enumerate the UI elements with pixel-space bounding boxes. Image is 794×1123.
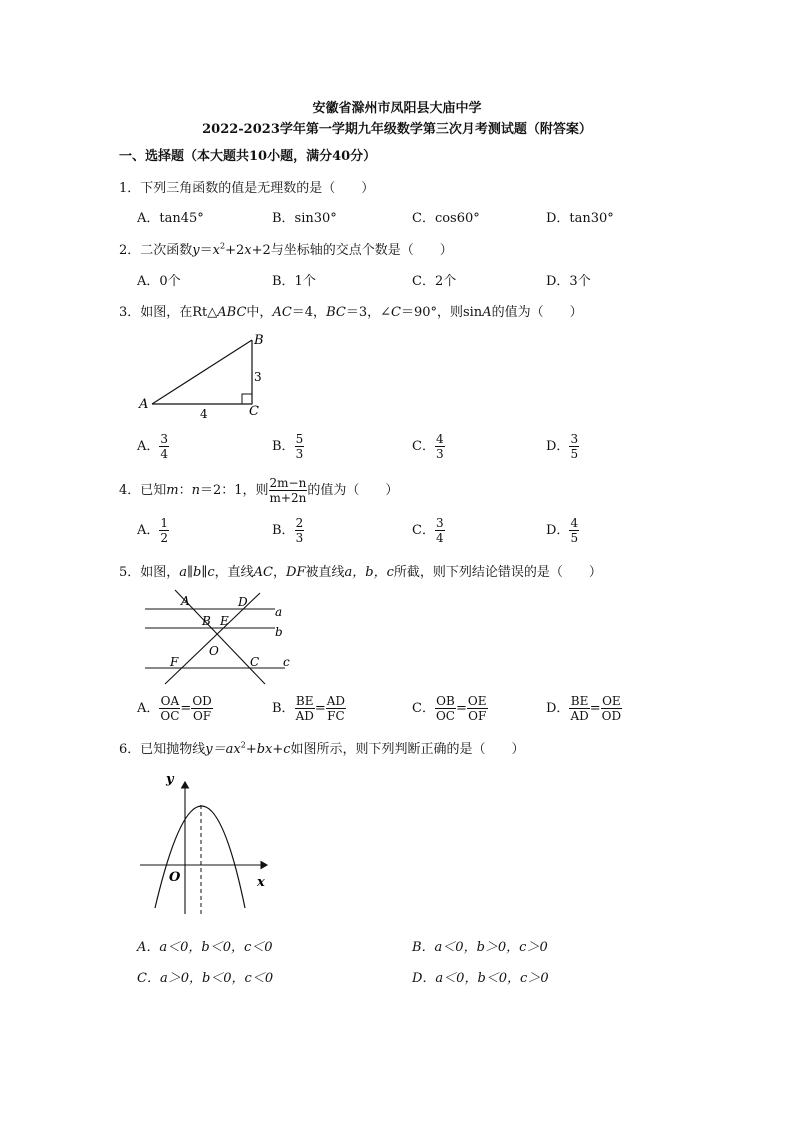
- section-heading: 一、选择题（本大题共10小题，满分40分）: [119, 149, 377, 164]
- q3-c: C: [390, 305, 401, 320]
- q5-parallel-lines-figure: [135, 588, 300, 688]
- q6-option-a: A．a＜0，b＜0，c＜0: [137, 940, 273, 955]
- q6-option-b: B．a＜0，b＞0，c＞0: [412, 940, 548, 955]
- q1-option-d: D．tan30°: [546, 211, 614, 226]
- label-4: 4: [200, 407, 208, 421]
- label-a: a: [275, 605, 283, 619]
- q5-cond: a∥b∥c: [179, 565, 215, 580]
- q2-eq: ＝: [199, 243, 213, 258]
- q4-option-c: C． $\frac{3}{4}$: [412, 516, 444, 545]
- q3-stem: [119, 301, 583, 320]
- q4-prefix: 4．已知: [119, 483, 167, 498]
- label-b: b: [275, 625, 283, 639]
- q3-option-d: D． $\frac{3}{5}$: [546, 432, 579, 461]
- q3-option-b: B． $\frac{5}{3}$: [272, 432, 304, 461]
- q3-stem-c: ＝4，: [291, 305, 327, 320]
- q2-mid: +2: [225, 243, 245, 258]
- q5-option-a: A． $\frac{OA}{OC}$ = $\frac{OD}{OF}$: [137, 694, 212, 723]
- label-F: F: [170, 655, 179, 669]
- q2-stem: [119, 239, 453, 258]
- title-line-2: 2022-2023学年第一学期九年级数学第三次月考测试题（附答案）: [202, 122, 592, 137]
- q6-eq: y＝ax: [205, 742, 241, 757]
- q1-option-c: C．cos60°: [412, 211, 480, 226]
- q3-a: A: [482, 305, 492, 320]
- q2-var-y: y: [192, 243, 200, 258]
- q2-sup: 2: [220, 241, 226, 251]
- q2-option-c: C．2个: [412, 274, 457, 289]
- label-a: A: [139, 397, 149, 412]
- q4-frac-num: 2m−n: [269, 476, 307, 490]
- q4-ratio: ＝2：1，则: [200, 483, 269, 498]
- q4-n: n: [191, 483, 200, 498]
- q3-a-den: 4: [160, 447, 169, 461]
- q6-stem: 6．已知抛物线$y=ax^2+bx+c$如图所示，则下列判断正确的是（ ）: [119, 740, 525, 757]
- label-3: 3: [254, 370, 262, 384]
- q2-option-a: A．0个: [137, 274, 181, 289]
- q3-b-num: 5: [295, 432, 304, 446]
- q3-c-num: 4: [435, 432, 444, 446]
- q2-var-x2: x: [244, 243, 252, 258]
- q6-option-d: D．a＜0，b＜0，c＞0: [412, 971, 549, 986]
- q3-d-den: 5: [570, 447, 579, 461]
- q2-option-d: D．3个: [546, 274, 591, 289]
- label-A: A: [181, 594, 190, 608]
- q4-option-b: B． $\frac{2}{3}$: [272, 516, 304, 545]
- q3-stem-d: ＝3，∠: [345, 305, 391, 320]
- q3-stem-f: 的值为（ ）: [491, 305, 583, 320]
- q4-stem: [119, 476, 398, 505]
- q3-ac: AC: [272, 305, 292, 320]
- q3-stem-e: ＝90°，则sin: [400, 305, 483, 320]
- q4-colon: ：: [178, 483, 192, 498]
- q3-b-den: 3: [295, 447, 304, 461]
- q2-var-x1: x: [212, 243, 220, 258]
- q6-parabola-figure: [135, 768, 280, 918]
- q3-c-den: 3: [435, 447, 444, 461]
- q4-m: m: [166, 483, 179, 498]
- q5-stem: 5．如图，a∥b∥c，直线AC，DF被直线a，b，c所截，则下列结论错误的是（ ）: [119, 565, 602, 580]
- q4-suffix: 的值为（ ）: [307, 483, 399, 498]
- q4-option-a: A． $\frac{1}{2}$: [137, 516, 169, 545]
- q1-option-b: B．sin30°: [272, 211, 337, 226]
- q2-option-b: B．1个: [272, 274, 316, 289]
- q3-option-a: A． $\frac{3}{4}$: [137, 432, 169, 461]
- q4-frac-den: m+2n: [269, 491, 307, 505]
- q2-prefix: 2．二次函数: [119, 243, 193, 258]
- q3-a-num: 3: [160, 432, 169, 446]
- q2-suffix: +2与坐标轴的交点个数是（ ）: [251, 243, 453, 258]
- label-y: y: [166, 772, 174, 787]
- side-ab: [152, 340, 252, 404]
- q5-option-d: D． $\frac{BE}{AD}$ = $\frac{OE}{OD}$: [546, 694, 622, 723]
- q3-triangle-figure: [130, 330, 280, 425]
- label-O: O: [209, 644, 219, 658]
- label-D: D: [238, 595, 248, 609]
- q1-option-a: A．tan45°: [137, 211, 204, 226]
- title-line-1: 安徽省滁州市凤阳县大庙中学: [312, 101, 482, 116]
- label-E: E: [220, 614, 229, 628]
- q4-option-d: D． $\frac{4}{5}$: [546, 516, 579, 545]
- q3-stem-a: 3．如图，在Rt△: [119, 305, 218, 320]
- q5-option-b: B． $\frac{BE}{AD}$ = $\frac{AD}{FC}$: [272, 694, 346, 723]
- q3-abc: ABC: [217, 305, 247, 320]
- label-origin: O: [169, 870, 181, 885]
- q5-option-c: C． $\frac{OB}{OC}$ = $\frac{OE}{OF}$: [412, 694, 487, 723]
- label-c: c: [283, 655, 290, 669]
- q3-stem-b: 中，: [246, 305, 273, 320]
- q3-bc: BC: [326, 305, 346, 320]
- label-C: C: [250, 655, 260, 669]
- parabola-curve: [155, 806, 245, 908]
- q6-option-c: C．a＞0，b＜0，c＜0: [137, 971, 274, 986]
- q3-d-num: 3: [570, 432, 579, 446]
- right-angle-mark: [242, 394, 252, 404]
- label-B: B: [202, 614, 211, 628]
- label-b: B: [254, 333, 264, 348]
- label-x: x: [257, 875, 265, 890]
- q1-stem: 1．下列三角函数的值是无理数的是（ ）: [119, 181, 375, 196]
- label-c: C: [249, 404, 259, 419]
- q3-option-c: C． $\frac{4}{3}$: [412, 432, 444, 461]
